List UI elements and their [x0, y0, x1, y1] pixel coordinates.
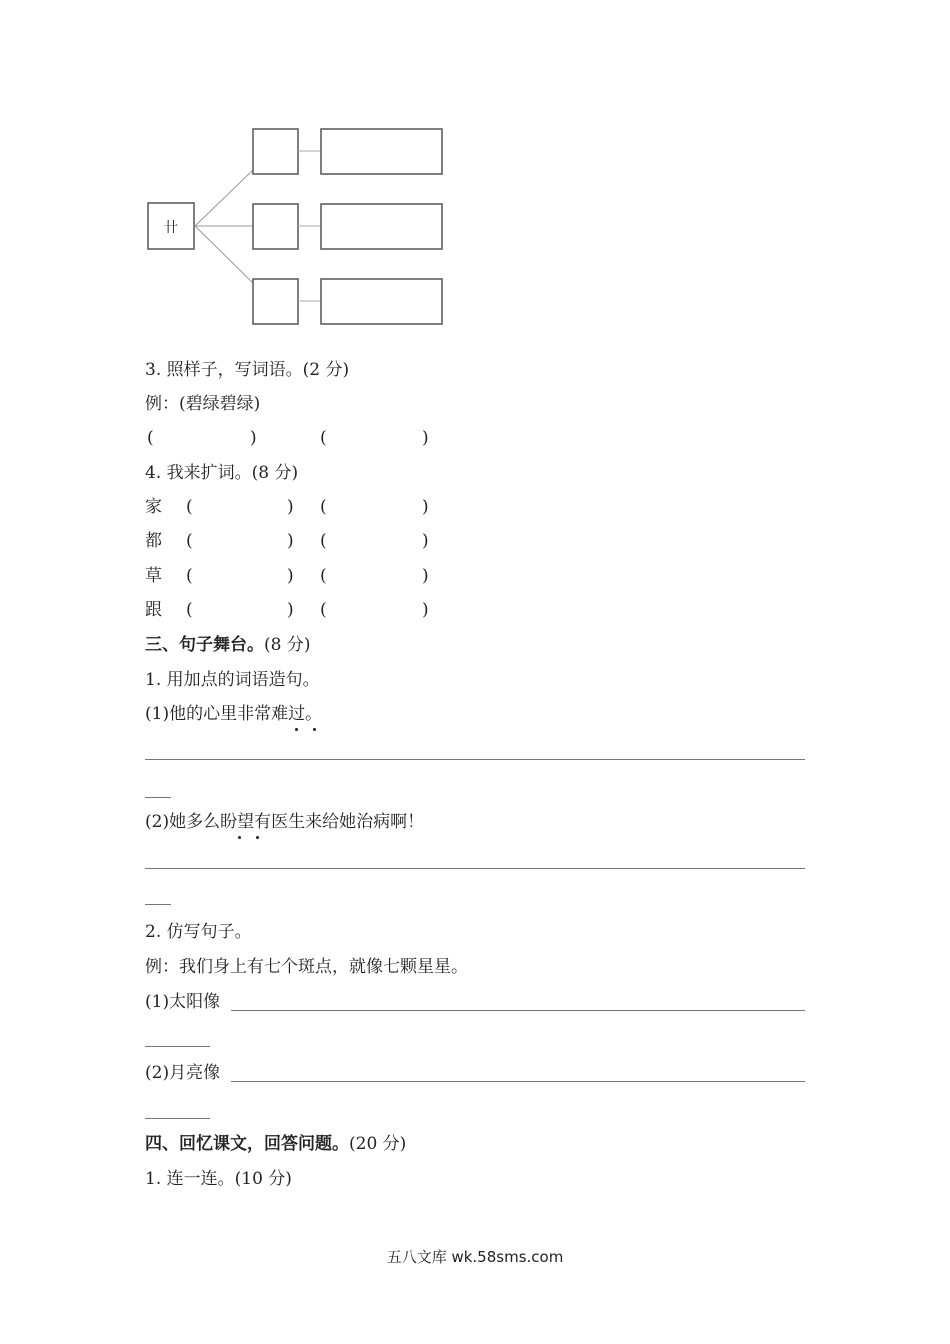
section-4-score: (20 分) — [349, 1134, 407, 1154]
word-tree-diagram — [0, 0, 950, 340]
q4-close-1: ) — [287, 566, 294, 586]
char-box-2[interactable] — [253, 204, 298, 249]
s3-example: 例：我们身上有七个斑点，就像七颗星星。 — [145, 957, 468, 977]
word-box-3[interactable] — [321, 279, 442, 324]
s3-q1-title: 1. 用加点的词语造句。 — [145, 670, 320, 690]
emphasis-dot — [238, 836, 241, 839]
s3-prompt-2: (2)月亮像 — [145, 1063, 221, 1083]
branch-line-bottom — [195, 226, 253, 283]
q3-blank-1-close: ) — [250, 428, 257, 448]
word-box-1[interactable] — [321, 129, 442, 174]
s3-sentence-2: (2)她多么盼望有医生来给她治病啊！ — [145, 812, 425, 832]
emphasis-dot — [256, 836, 259, 839]
section-4-title: 四、回忆课文，回答问题。 — [145, 1134, 349, 1154]
q3-blank-1-open: ( — [147, 428, 154, 448]
word-box-2[interactable] — [321, 204, 442, 249]
q4-char: 都 — [145, 531, 162, 551]
q3-blank-2-open: ( — [320, 428, 327, 448]
q4-close-2: ) — [422, 531, 429, 551]
q3-example: 例：(碧绿碧绿) — [145, 394, 261, 414]
section-3-score: (8 分) — [264, 635, 311, 655]
char-box-3[interactable] — [253, 279, 298, 324]
q4-open-2: ( — [320, 497, 327, 517]
q4-title: 4. 我来扩词。(8 分) — [145, 463, 299, 483]
q4-open-2: ( — [320, 600, 327, 620]
s3-q2-title: 2. 仿写句子。 — [145, 922, 252, 942]
q4-open-1: ( — [186, 531, 193, 551]
answer-line-tail[interactable] — [145, 1118, 210, 1119]
q4-open-1: ( — [186, 497, 193, 517]
answer-line[interactable] — [231, 1081, 805, 1082]
emphasis-dot — [313, 728, 316, 731]
q4-close-1: ) — [287, 497, 294, 517]
s3-sentence-1: (1)他的心里非常难过。 — [145, 704, 323, 724]
answer-line[interactable] — [145, 868, 805, 869]
emphasis-dot — [295, 728, 298, 731]
q3-blank-2-close: ) — [422, 428, 429, 448]
branch-line-top — [195, 170, 253, 226]
answer-line-tail[interactable] — [145, 904, 171, 905]
q4-open-1: ( — [186, 600, 193, 620]
q4-close-2: ) — [422, 566, 429, 586]
q4-open-2: ( — [320, 531, 327, 551]
q4-char: 跟 — [145, 600, 162, 620]
answer-line-tail[interactable] — [145, 1046, 210, 1047]
q4-close-2: ) — [422, 497, 429, 517]
page-footer: 五八文库 wk.58sms.com — [386, 1248, 564, 1266]
s4-q1-title: 1. 连一连。(10 分) — [145, 1169, 292, 1189]
q4-close-1: ) — [287, 600, 294, 620]
char-box-1[interactable] — [253, 129, 298, 174]
section-4-heading — [145, 1133, 406, 1155]
q3-title: 3. 照样子，写词语。(2 分) — [145, 360, 350, 380]
q4-char: 草 — [145, 566, 162, 586]
q4-close-1: ) — [287, 531, 294, 551]
s3-prompt-1: (1)太阳像 — [145, 992, 221, 1012]
section-3-title: 三、句子舞台。 — [145, 635, 264, 655]
q4-char: 家 — [145, 497, 162, 517]
answer-line-tail[interactable] — [145, 797, 171, 798]
answer-line[interactable] — [231, 1010, 805, 1011]
q4-close-2: ) — [422, 600, 429, 620]
q4-open-2: ( — [320, 566, 327, 586]
section-3-heading — [145, 634, 310, 656]
root-char: 卄 — [164, 220, 178, 236]
q4-open-1: ( — [186, 566, 193, 586]
answer-line[interactable] — [145, 759, 805, 760]
